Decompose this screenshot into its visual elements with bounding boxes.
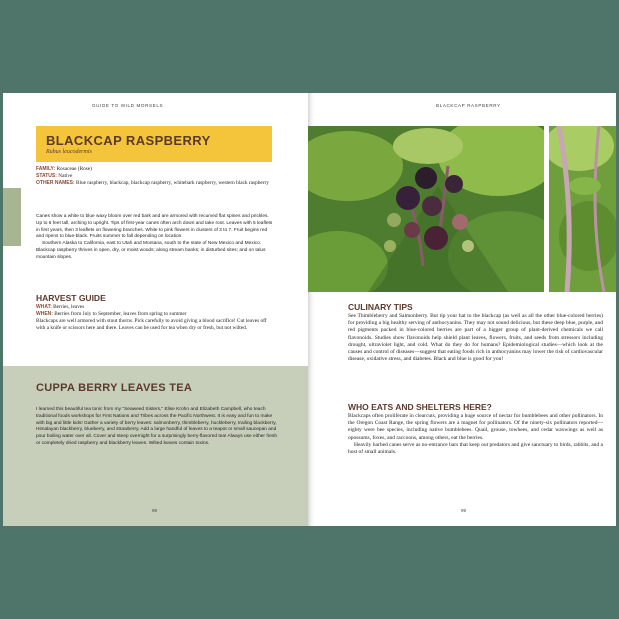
description-paragraph-2: Southern Alaska to California, east to Utah and Montana, south to the state of New Mexico and Mexico. Blackcap raspberry thrives in open, dry, or moist woods; along stream banks; in disturbed sites; and on talus mountain slopes. — [36, 241, 266, 260]
family-line — [36, 166, 276, 173]
running-head-right: BLACKCAP RASPBERRY — [436, 103, 501, 108]
culinary-text: See Thimbleberry and Salmonberry. But tip your hat to the blackcap (as well as all the other blue-colored berries) for providing a big healthy serving of anthocyanins. They may not sound delicious, but these deep blue, purple, and red pigments packed in blue-colored berries are part of a bigger group of plant-derived chemicals we call flavonoids. Studies show flavonoids help shield plant leaves, flowers, fruits, and seeds from stressors including drought, ultraviolet light, and cold. What do they do for humans? Epidemiological studies—which look at the causes and control of diseases—suggest that eating foods rich in anthocyanins may lower the risk of cardiovascular disease, oxidative stress, and diabetes. Black and blue is good for you! — [348, 313, 603, 363]
when-line — [36, 311, 276, 318]
who-eats-text — [348, 413, 603, 456]
what-label: WHAT: — [36, 304, 52, 310]
status-line — [36, 173, 276, 180]
who-eats-paragraph-2: Heavily barbed canes serve as no-entrance bars that keep out predators and give sanctuary to birds, rabbits, and a host of small animals. — [348, 441, 603, 456]
other-names-value: Blue raspberry, blackcap, blackcap raspberry, whitebark raspberry, western black raspberry — [75, 180, 269, 186]
title-box — [36, 126, 272, 162]
harvest-heading: HARVEST GUIDE — [36, 293, 106, 303]
harvest-text: Blackcaps are well armored with stout thorns. Pick carefully to avoid giving a blood sacrifice! Cut leaves off with a knife or scissors here and there. Leaves can be used for tea when dry or fresh, but not wilted. — [36, 318, 267, 331]
when-label: WHEN: — [36, 311, 53, 317]
culinary-heading: CULINARY TIPS — [348, 302, 413, 312]
family-label: FAMILY: — [36, 166, 56, 172]
description — [36, 214, 276, 262]
berry-photo — [308, 126, 544, 292]
who-eats-paragraph-1: Blackcaps often proliferate in clearcuts, providing a huge source of nectar for bumblebees and other pollinators. In the Oregon Coast Range, the spring flowers are a magnet for pollinators. Of the ninety-six pollinators reported—eighty were bee species, including native bumblebees. Quail, grouse, towhees, and cedar waxwings as well as opossums, foxes, and raccoons, among others, eat the berries. — [348, 413, 603, 441]
right-page — [308, 93, 616, 526]
page-title: BLACKCAP RASPBERRY — [46, 133, 211, 148]
tea-text: I learned this beautiful tea tonic from my "Seaweed Sisters," Elise Krohn and Elizabeth Campbell, who teach traditional foods workshops for First Nations and Tribes across the Pacific Northwest. It is easy and fun to make with big and little kids! Gather a variety of berry leaves: salmonberry, thimbleberry, huckleberry, trailing blackberry, Himalayan blackberry, blueberry, and strawberry. Add a large handful of leaves to a teapot or small saucepan and pour boiling water over all. Cover and steep overnight for a surprisingly berry-flavored tea! Always use either fresh or completely dried raspberry and blackberry leaves. Wilted leaves contain toxins. — [36, 407, 278, 446]
page-number-left: 98 — [152, 508, 158, 513]
what-value: Berries, leaves — [53, 304, 85, 310]
other-names-label: OTHER NAMES: — [36, 180, 75, 186]
harvest-guide — [36, 304, 276, 332]
scientific-name: Rubus leucodermis — [46, 149, 92, 155]
tea-sidebar — [3, 366, 308, 526]
plant-facts — [36, 166, 276, 187]
other-names-line — [36, 180, 276, 187]
status-label: STATUS: — [36, 173, 57, 179]
cane-photo — [549, 126, 616, 292]
when-value: Berries from July to September, leaves from spring to summer — [54, 311, 187, 317]
running-head-left: GUIDE TO WILD MORSELS — [92, 103, 164, 108]
thumb-tab — [3, 188, 21, 246]
what-line — [36, 304, 276, 311]
tea-heading: CUPPA BERRY LEAVES TEA — [36, 382, 193, 394]
page-number-right: 99 — [461, 508, 467, 513]
left-page — [3, 93, 308, 526]
description-paragraph-1: Canes show a white to blue waxy bloom over red bark and are armored with recurved flat spines and prickles. Up to 6 feet tall, arching to upright. Tips of first-year canes often arch down and take root. Leaves with 5 leaflets in first years, then 3 leaflets on flowering branches. White to pink flowers in clusters of 3 to 7. Fruit begins red and ripens to blue-black. Fruits summer to fall depending on location. — [36, 214, 273, 240]
who-eats-heading: WHO EATS AND SHELTERS HERE? — [348, 402, 492, 412]
status-value: Native — [58, 173, 73, 179]
family-value: Rosaceae (Rose) — [56, 166, 92, 172]
